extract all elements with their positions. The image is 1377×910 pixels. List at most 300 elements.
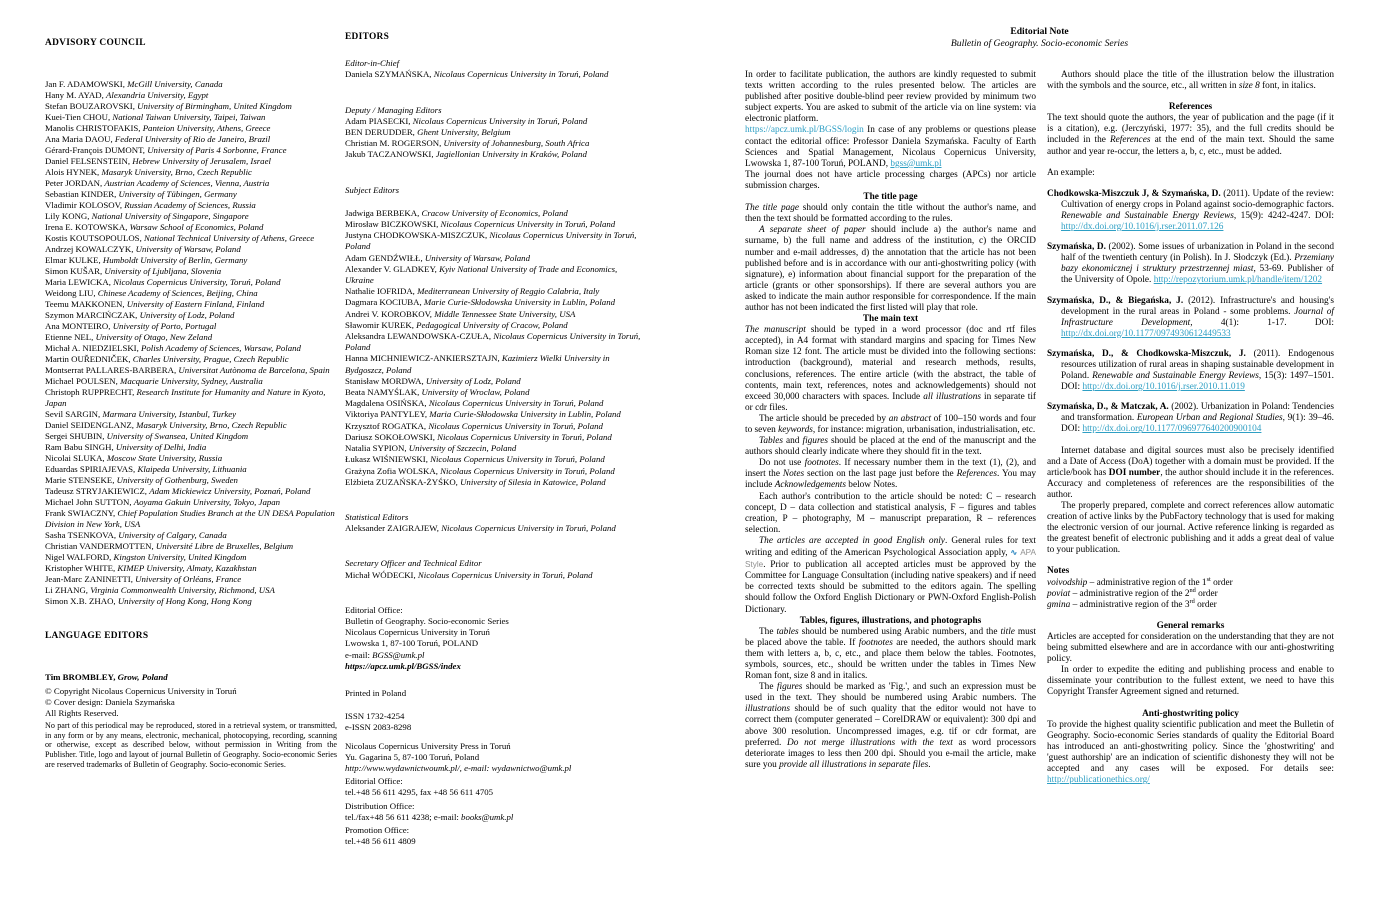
member-name: Dagmara KOCIUBA, (345, 297, 424, 308)
member-affiliation: Aoyama Gakuin University, Tokyo, Japan (133, 497, 281, 507)
member-entry (345, 421, 647, 432)
member-entry (45, 596, 337, 607)
member-entry (345, 297, 647, 308)
member-affiliation: Universitat Autònoma de Barcelona, Spain (178, 365, 330, 375)
spacer (1047, 179, 1334, 189)
member-entry (45, 255, 337, 266)
member-entry (345, 138, 647, 149)
paragraph: gmina – administrative region of the 3rd order (1047, 597, 1217, 610)
editor-group-subject (345, 185, 647, 488)
member-affiliation: University of Lodz, Poland (139, 310, 235, 320)
paragraph: poviat – administrative region of the 2nd order (1047, 586, 1218, 599)
rights-reserved-paragraph: No part of this periodical may be reproduced, stored in a retrieval system, or transmitted, in any form or by any means, electronic, mechanical, photocopying, recording, scanning or otherwise, except as described below, without permission in Writing from the Publisher. Title, logo and layout of journal Bulletin of Geography. Socio-economic Series are reserved trademarks of Bulletin of Geography. Socio-economic Series. (45, 721, 337, 769)
text-segment: all illustrations (923, 391, 981, 402)
paragraph: The tables should be numbered using Arabic numbers, and the title must be placed above the table. If footnotes are needed, the authors should mark them with letters a, b, c, etc., and place them below the tables. Footnotes, symbols, sources, etc., should be written under the tables in Times New Roman font, size 8 and in italics. (745, 626, 1037, 682)
member-name: Jakub TACZANOWSKI, (345, 149, 436, 160)
member-entry (45, 123, 337, 134)
member-entry (45, 431, 337, 442)
text-segment: an abstract (888, 413, 932, 424)
member-name: Alexander V. GLADKEY, (345, 263, 440, 274)
paragraph: The article should be preceded by an abstract of 100–150 words and four to seven keywords, for instance: migration, urbanisation, industrialisation, etc. (745, 413, 1036, 435)
member-affiliation: University of Calgary, Canada (118, 530, 227, 540)
printed-in-poland-line (345, 688, 647, 699)
member-name: Nigel WALFORD, (45, 552, 114, 562)
text-line: tel.+48 56 611 4295, fax +48 56 611 4705 (345, 787, 494, 798)
text-segment: Szymańska, D. (1047, 242, 1106, 253)
text-line: Lwowska 1, 87-100 Toruń, POLAND (345, 638, 479, 649)
member-name: Aleksandra LEWANDOWSKA-CZUŁA, (345, 331, 494, 342)
section-heading: The main text (862, 314, 919, 325)
member-name: Michał WÓDECKI, (345, 569, 418, 580)
member-affiliation: Nicolaus Copernicus University in Toruń, Poland (437, 431, 612, 442)
member-affiliation: Kingston University, United Kingdom (113, 552, 247, 562)
member-affiliation: University of Johannesburg, South Africa (443, 138, 590, 149)
member-affiliation: Nicolaus Copernicus University, Toruń, Poland (113, 277, 281, 287)
member-affiliation: Grow, Poland (117, 672, 168, 682)
member-name: Michael POULSEN, (45, 376, 121, 386)
reference-entry: Chodkowska-Miszczuk J, & Szymańska, D. (2011). Update of the review: Cultivation of energy crops in Poland against socio-demographic factors. Renewable and Sustainable Energy Reviews, 15(9): 4242-4247. DOI: http://dx.doi.org/10.1016/j.rser.2011.07.126 (1047, 188, 1335, 233)
member-entry (45, 189, 337, 200)
member-affiliation: University of Wroclaw, Poland (421, 387, 530, 398)
member-name: Michael John SUTTON, (45, 497, 134, 507)
member-name: Stanisław MORDWA, (345, 375, 426, 386)
text-segment: Chodkowska-Miszczuk J, & Szymańska, D. (1047, 188, 1221, 199)
member-name: Martin OUŘEDNIČEK, (45, 354, 133, 364)
member-affiliation: University of Birmingham, United Kingdom (137, 101, 292, 111)
member-name: Aleksander ZAIGRAJEW, (345, 523, 442, 534)
member-affiliation: Nicolaus Copernicus University in Toruń, Poland (441, 523, 616, 534)
text-segment: European Urban and Regional Studies (1136, 413, 1283, 424)
contact-offices-block (345, 776, 647, 847)
member-entry (45, 464, 337, 475)
member-entry (45, 145, 337, 156)
member-entry (345, 387, 647, 398)
text-line: Nicolaus Copernicus University in Toruń (345, 627, 490, 638)
member-name: Magdalena OSIŃSKA, (345, 398, 429, 409)
member-affiliation: Université Libre de Bruxelles, Belgium (155, 541, 294, 551)
member-entry (45, 222, 337, 233)
member-entry (45, 475, 337, 486)
member-entry (45, 321, 337, 332)
editor-members (345, 69, 647, 80)
member-entry (45, 112, 337, 123)
editor-members (345, 208, 647, 488)
member-entry (45, 563, 337, 574)
member-name: Jean-Marc ZANINETTI, (45, 574, 136, 584)
member-name: Jadwiga BERBEKA, (345, 207, 422, 218)
text-line: e-ISSN 2083-8298 (345, 722, 412, 733)
editor-group-deputy-managing (345, 105, 647, 161)
member-affiliation: Nicolaus Copernicus University in Toruń, Poland (345, 331, 641, 353)
text-segment: Renewable and Sustainable Energy Reviews (1092, 371, 1259, 382)
text-segment: keywords (778, 425, 813, 435)
reference-entry: Szymańska, D., & Biegańska, J. (2012). Infrastructure's and housing's development in the rural areas in Poland - some problems. Journal of Infrastructure Development, 4(1): 1-17. DOI: http://dx.doi.org/10.1177/0974930612449533 (1047, 295, 1335, 339)
member-name: Nathalie IOFRIDA, (345, 286, 418, 297)
editorial-note-title: Editorial Note (1010, 26, 1069, 37)
member-affiliation: Chief Population Studies Branch at the UN DESA Population Division in New York, USA (45, 508, 335, 529)
member-name: Vladimir KOLOSOV, (45, 200, 125, 210)
member-name: Eduardas SPIRIAJEVAS, (45, 464, 138, 474)
member-name: Stefan BOUZAROVSKI, (45, 101, 138, 111)
text-segment: References (1110, 135, 1151, 146)
paragraph: The figures should be marked as 'Fig.', and such an expression must be used in the text. They should be numbered using Arabic numbers. The illustrations should be of such quality that the editor would not have to correct them (computer generated – CorelDRAW or equivalent): 300 dpi and above 300 resolution. Uncompressed images, e.g. tif or cdr format, are preferred. Do not merge illustrations with the text as word processors deteriorate images to less then 200 dpi. Should you e-mail the article, make sure you provide all illustrations in separate files. (745, 682, 1036, 770)
editors-heading: EDITORS (345, 32, 390, 42)
member-affiliation: Masaryk University, Brno, Czech Republic (101, 167, 252, 177)
text-segment: Do not merge illustrations with the text (787, 737, 953, 748)
member-affiliation: Nicolaus Copernicus University in Toruń, Poland (412, 115, 588, 126)
text-segment: tables (776, 626, 799, 637)
text-line: ISSN 1732-4254 (345, 711, 405, 722)
paragraph: voivodship – administrative region of the 1st order (1047, 575, 1233, 588)
member-name: Kostis KOUTSOPOULOS, (45, 233, 144, 243)
member-entry (345, 432, 647, 443)
language-editors-heading: LANGUAGE EDITORS (45, 631, 149, 641)
text-segment: figures (776, 682, 803, 693)
member-name: Ana MONTEIRO, (45, 321, 113, 331)
member-affiliation: Middle Tennessee State University, USA (434, 308, 576, 319)
member-name: Daniel SEIDENGLANZ, (45, 420, 137, 430)
member-affiliation: Federal University of Rio de Janeiro, Brazil (114, 134, 271, 144)
text-line (345, 763, 647, 774)
member-entry (345, 230, 647, 252)
member-name: Manolis CHRISTOFAKIS, (45, 123, 143, 133)
member-entry (45, 365, 337, 376)
member-entry (45, 332, 337, 343)
reference-entry: Szymańska, D., & Chodkowska-Miszczuk, J. (2011). Endogenous resources utilization of rural areas in shaping sustainable development in Poland. Renewable and Sustainable Energy Reviews, 15(3): 1497–1501. DOI: http://dx.doi.org/10.1016/j.rser.2010.11.019 (1047, 348, 1334, 393)
section-heading: Anti-ghostwriting policy (1142, 708, 1239, 719)
member-affiliation: University of Porto, Portugal (112, 321, 217, 331)
member-name: Simon KUŠAR, (45, 266, 105, 276)
member-name: Andrzej KOWALCZYK, (45, 244, 136, 254)
paragraph: The title page should only contain the title without the author's name, and then the text should be formatted according to the rules. (745, 203, 1036, 225)
member-name: Frank SWIACZNY, (45, 508, 118, 518)
member-affiliation: McGill University, Canada (127, 79, 223, 89)
member-name: Mirosław BICZKOWSKI, (345, 219, 441, 230)
advisory-council-column (45, 38, 337, 770)
text-segment: gmina (1047, 599, 1071, 610)
member-affiliation: University of Lodz, Poland (425, 375, 521, 386)
member-name: Sasha TSENKOVA, (45, 530, 119, 540)
member-name: Szymon MARCIŃCZAK, (45, 310, 140, 320)
member-entry (45, 299, 337, 310)
member-name: Viktoriya PANTYLEY, (345, 409, 430, 420)
member-affiliation: Hebrew University of Jerusalem, Israel (132, 156, 271, 166)
hyperlink[interactable]: http://dx.doi.org/10.1177/0974930612449533 (1061, 328, 1231, 339)
member-name: Lily KONG, (45, 211, 92, 221)
editor-role-label: Subject Editors (345, 184, 399, 195)
member-entry (45, 277, 337, 288)
member-affiliation: Marie Curie-Skłodowska University in Lublin, Poland (423, 297, 615, 308)
member-entry (45, 101, 337, 112)
member-affiliation: University of Otago, New Zeland (95, 332, 213, 342)
member-affiliation: Nicolaus Copernicus University in Toruń, Poland (417, 569, 593, 580)
editor-role-label: Deputy / Managing Editors (345, 104, 442, 115)
member-entry (45, 134, 337, 145)
member-entry (345, 523, 647, 534)
editor-group-editor-in-chief (345, 58, 647, 80)
member-entry (45, 310, 337, 321)
member-entry (45, 497, 337, 508)
text-segment: title (1000, 626, 1015, 637)
member-entry (45, 233, 337, 244)
text-segment: poviat (1047, 588, 1071, 599)
text-line: Bulletin of Geography. Socio-economic Series (345, 615, 509, 626)
member-entry (345, 264, 647, 286)
member-entry (45, 672, 337, 683)
paragraph: A separate sheet of paper should include a) the author's name and surname, b) the full name and address of the institution, c) the ORCID number and e-mail addresses, d) the annotation that the article has not been published before and is in accordance with our anti-ghostwriting policy (with signature), e) information about financial support for the preparation of the article (grants or other sponsorships). If there are several authors you are asked to indicate the main author responsible for correspondence. If the main author has not been indicated the first listed will play that role. (745, 225, 1036, 313)
member-name: Ana Maria DAOU, (45, 134, 115, 144)
editor-members (345, 116, 647, 161)
text-segment: Renewable and Sustainable Energy Reviews (1061, 210, 1234, 221)
member-name: Daniel FELSENSTEIN, (45, 156, 133, 166)
member-entry (345, 443, 647, 454)
text-line: Yu. Gagarina 5, 87-100 Toruń, Poland (345, 751, 480, 762)
member-name: Daniela SZYMAŃSKA, (345, 69, 434, 80)
text-segment: The manuscript (745, 325, 806, 336)
member-name: Andrei V. KOROBKOV, (345, 308, 435, 319)
member-name: Irena E. KOTOWSKA, (45, 222, 130, 232)
text-segment: voivodship (1047, 577, 1088, 588)
paragraph: An example: (1047, 167, 1095, 178)
text-segment: Tables (759, 436, 783, 447)
member-entry (345, 353, 647, 375)
text-line: e-mail: BGSS@umk.pl (345, 649, 425, 660)
member-entry (345, 208, 647, 219)
issn-block (345, 711, 647, 733)
member-affiliation: Adam Mickiewicz University, Poznań, Poland (149, 486, 311, 496)
text-segment: Acknowledgements (774, 480, 846, 491)
member-name: Grażyna Zofia WOLSKA, (345, 465, 441, 476)
member-affiliation: Austrian Academy of Sciences, Vienna, Austria (104, 178, 270, 188)
member-entry (345, 398, 647, 409)
paragraph: Authors should place the title of the illustration below the illustration with the symbols and the source, etc., all written in size 8 font, in italics. (1047, 70, 1334, 92)
member-entry (45, 200, 337, 211)
advisory-council-list (45, 79, 337, 607)
member-name: Sevil SARGIN, (45, 409, 103, 419)
paragraph: Each author's contribution to the article should be noted: C – research concept, D – data collection and statistical analysis, F – figures and tables creation, P – photography, M – manuscript preparation, R – references selection. (745, 491, 1036, 535)
member-affiliation: University of Orléans, France (135, 574, 242, 584)
member-affiliation: Nicolaus Copernicus University in Toruń, Poland (428, 398, 604, 409)
text-segment: Przemiany bazy ekonomicznej i struktury przestrzennej miast (1061, 253, 1334, 275)
member-name: Peter JORDAN, (45, 178, 105, 188)
member-affiliation: University of Delhi, India (115, 442, 207, 452)
paragraph: The journal does not have article processing charges (APCs) nor article submission charges. (745, 169, 1036, 191)
reference-entry: Szymańska, D. (2002). Some issues of urbanization in Poland in the second half of the twentieth century (in Polish). In J. Słodczyk (Ed.). Przemiany bazy ekonomicznej i struktury przestrzennej miast, 53-69. Publisher of the University of Opole. http://repozytorium.umk.pl/handle/item/1202 (1047, 242, 1334, 286)
member-name: Jan F. ADAMOWSKI, (45, 79, 128, 89)
text-segment: Szymańska, D., & Matczak, A. (1047, 402, 1169, 413)
member-affiliation: University of Warsaw, Poland (135, 244, 241, 254)
member-affiliation: Nicolaus Copernicus University in Toruń, Poland (440, 219, 616, 230)
text-segment: https://apcz.umk.pl/BGSS/index (345, 660, 461, 671)
text-line: Printed in Poland (345, 687, 407, 698)
member-name: Adam GENDŹWIŁŁ, (345, 252, 425, 263)
paragraph: Tables and figures should be placed at the end of the manuscript and the authors should clearly indicate where they should fit in the text. (745, 436, 1036, 458)
paragraph: Articles are accepted for consideration on the understanding that they are not being submitted elsewhere and are in accordance with our anti-ghostwriting policy. (1047, 631, 1334, 665)
member-name: Christian VANDERMOTTEN, (45, 541, 156, 551)
text-segment: figures (802, 436, 828, 447)
member-affiliation: Moscow State University, Russia (106, 453, 223, 463)
paragraph: https://apcz.umk.pl/BGSS/login In case of any problems or questions please contact the editorial office: Professor Daniela Szymańska. Faculty of Earth Sciences and Spatial Management, Nicolaus Copernicus University, Lwowska 1, 87-100 Toruń, POLAND, bgss@umk.pl (745, 125, 1036, 169)
member-affiliation: Warsaw School of Economics, Poland (129, 222, 264, 232)
member-affiliation: Humboldt University of Berlin, Germany (102, 255, 248, 265)
member-entry (45, 530, 337, 541)
member-entry (45, 376, 337, 387)
member-name: Li ZHANG, (45, 585, 91, 595)
section-heading: Tables, figures, illustrations, and photographs (799, 615, 982, 626)
paragraph: The articles are accepted in good English only. General rules for text writing and editing of the American Psychological Association apply, ∿ APA Style. Prior to publication all accepted articles must be approved by the Committee for Language Consultation (including native speakers) and if need be corrected texts should be submitted to the editors again. The spelling should follow the Oxford English Dictionary or PWN-Oxford English-Polish Dictionary. (745, 536, 1036, 616)
text-segment: A separate sheet of paper (759, 225, 866, 236)
member-entry (345, 116, 647, 127)
section-heading: Notes (1047, 566, 1070, 577)
hyperlink[interactable]: https://apcz.umk.pl/BGSS/login (745, 125, 864, 136)
text-segment: The articles are accepted in good English only (759, 535, 945, 546)
paragraph: To provide the highest quality scientific publication and meet the Bulletin of Geography. Socio-economic Series standards of quality the Editorial Board has introduced an anti-ghostwriting policy. Since the 'ghostwriting' and 'guest authorship' are an indication of scientific dishonesty they will not be accepted and any cases will be exposed. For details see: http://publicationethics.org/ (1047, 719, 1334, 786)
text-segment: Journal of Infrastructure Development (1061, 306, 1334, 328)
member-affiliation: Charles University, Prague, Czech Republic (132, 354, 289, 364)
member-affiliation: National University of Singapore, Singapore (91, 211, 249, 221)
text-segment: footnotes (858, 637, 893, 648)
hyperlink[interactable]: http://publicationethics.org/ (1047, 775, 1150, 786)
section-heading: General remarks (1156, 620, 1225, 631)
text-segment: provide all illustrations in separate files (779, 759, 929, 770)
text-segment: http://www.wydawnictwoumk.pl/, e-mail: wydawnictwo@umk.pl (345, 762, 572, 773)
member-affiliation: University of Warsaw, Poland (424, 252, 530, 263)
member-affiliation: National Taiwan University, Taipei, Taiwan (112, 112, 266, 122)
member-name: Simon X.B. ZHAO, (45, 596, 118, 606)
member-affiliation: Nicolaus Copernicus University in Toruń, Poland (345, 230, 637, 252)
member-affiliation: University of Hong Kong, Hong Kong (117, 596, 252, 606)
member-entry (345, 466, 647, 477)
member-entry (45, 244, 337, 255)
member-affiliation: Russian Academy of Sciences, Russia (124, 200, 256, 210)
member-name: Elżbieta ZUZAŃSKA-ŻYŚKO, (345, 476, 461, 487)
member-entry (45, 178, 337, 189)
member-name: Sebastian KINDER, (45, 189, 119, 199)
text-line: tel.+48 56 611 4809 (345, 836, 416, 847)
member-name: Dariusz SOKOŁOWSKI, (345, 431, 438, 442)
hyperlink[interactable]: http://dx.doi.org/10.1016/j.rser.2011.07.126 (1061, 222, 1224, 233)
paragraph: The properly prepared, complete and correct references allow automatic creation of active links by the PubFactory technology that is used for making the electronic version of our journal. Active reference linking is regarded as the greatest benefit of electronic publishing and it adds a great deal of value to your publication. (1047, 501, 1334, 556)
member-entry (45, 266, 337, 277)
text-segment: size 8 (1238, 81, 1260, 92)
hyperlink[interactable]: http://dx.doi.org/10.1177/096977640200900104 (1082, 424, 1262, 435)
member-affiliation: Nicolaus Copernicus University in Toruń, Poland (430, 454, 605, 465)
member-entry (45, 387, 337, 409)
member-entry (45, 574, 337, 585)
member-name: Teemu MAKKONEN, (45, 299, 127, 309)
member-name: Krzysztof ROGATKA, (345, 420, 429, 431)
member-name: Montserrat PALLARES-BARBERA, (45, 365, 179, 375)
member-name: Beata NAMYŚLAK, (345, 387, 422, 398)
editors-column (345, 32, 647, 847)
member-entry (45, 486, 337, 497)
member-name: Łukasz WIŚNIEWSKI, (345, 454, 431, 465)
member-entry (45, 343, 337, 354)
member-entry (45, 585, 337, 596)
editorial-office-block (345, 605, 647, 672)
editor-group-statistical (345, 512, 647, 534)
member-affiliation: Panteion University, Athens, Greece (142, 123, 271, 133)
paragraph: The manuscript should be typed in a word processor (doc and rtf files accepted), in A4 format with standard margins and spacing for Times New Roman size 12 font. The article must be divided into the following sections: introduction (background), material and research methods, results, conclusions, references. The entire article (with the abstract, the table of contents, main text, references, notes and acknowledgements) should not exceed 30,000 characters with spaces. Include all illustrations in separate tif or cdr files. (745, 325, 1037, 413)
member-affiliation: Klaipeda University, Lithuania (137, 464, 247, 474)
member-affiliation: Masaryk University, Brno, Czech Republic (136, 420, 287, 430)
member-affiliation: Kazimierz Wielki University in Bydgoszcz, Poland (345, 353, 610, 375)
paragraph: The text should quote the authors, the year of publication and the page (if it is a citation), e.g. (Jerczyński, 1977: 35), and the full credits should be included in the References at the end of the main text. Should the same author and year re-occur, the letters a, b, c, etc., must be added. (1047, 113, 1334, 157)
member-entry (45, 409, 337, 420)
member-entry (345, 253, 647, 264)
member-entry (345, 331, 647, 353)
member-affiliation: University of Szczecin, Poland (408, 443, 517, 454)
member-entry (345, 127, 647, 138)
text-segment: DOI number (1108, 467, 1161, 478)
member-entry (345, 570, 647, 581)
member-entry (45, 79, 337, 90)
paragraph: Internet database and digital sources must also be precisely identified and a Date of Access (DoA) together with a domain must be provided. If the article/book has DOI number, the author should include it in the references. Accuracy and completeness of references are the responsibilities of the author. (1047, 445, 1334, 500)
member-name: Sławomir KUREK, (345, 319, 417, 330)
member-entry (345, 149, 647, 160)
member-affiliation: Jagiellonian University in Kraków, Poland (435, 149, 587, 160)
member-entry (345, 454, 647, 465)
member-entry (345, 320, 647, 331)
copyright-lines (45, 686, 337, 719)
member-entry (45, 354, 337, 365)
member-entry (45, 453, 337, 464)
editor-role-label: Secretary Officer and Technical Editor (345, 558, 482, 569)
editor-role-label: Editor-in-Chief (345, 58, 400, 69)
university-press-block (345, 741, 647, 775)
text-line: © Copyright Nicolaus Copernicus University in Toruń (45, 686, 237, 696)
member-affiliation: KIMEP University, Almaty, Kazakhstan (117, 563, 257, 573)
member-entry (345, 309, 647, 320)
member-affiliation: Nicolaus Copernicus University in Toruń, Poland (440, 465, 615, 476)
hyperlink[interactable]: http://repozytorium.umk.pl/handle/item/1202 (1153, 275, 1323, 286)
editor-role-label: Statistical Editors (345, 511, 409, 522)
text-line: All Rights Reserved. (45, 708, 119, 718)
member-name: Sergei SHUBIN, (45, 431, 107, 441)
member-name: Justyna CHODKOWSKA-MISZCZUK, (345, 230, 490, 241)
member-entry (45, 167, 337, 178)
editor-members (345, 523, 647, 534)
text-line: © Cover design: Daniela Szymańska (45, 697, 175, 707)
member-name: Natalia SYPION, (345, 443, 409, 454)
member-affiliation: Nicolaus Copernicus University in Toruń, Poland (433, 69, 609, 80)
language-editors-list (45, 672, 337, 683)
editor-members (345, 570, 647, 581)
paragraph: Do not use footnotes. If necessary number them in the text (1), (2), and insert the Notes section on the last page just before the References. You may include Acknowledgements below Notes. (745, 458, 1036, 491)
member-entry (45, 420, 337, 431)
text-segment: The title page (745, 203, 800, 214)
text-line: Editorial Office: (345, 776, 403, 787)
member-entry (45, 90, 337, 101)
text-segment: books@umk.pl (461, 811, 514, 822)
member-name: Alois HYNEK, (45, 167, 102, 177)
member-name: Weidong LIU, (45, 288, 98, 298)
member-affiliation: University of Swansea, United Kingdom (106, 431, 249, 441)
member-affiliation: University of Tübingen, Germany (118, 189, 237, 199)
member-entry (345, 219, 647, 230)
member-affiliation: Nicolaus Copernicus University in Toruń, Poland (428, 420, 603, 431)
member-affiliation: Cracow University of Economics, Poland (421, 207, 568, 218)
editorial-note-header (745, 26, 1334, 49)
hyperlink[interactable]: http://dx.doi.org/10.1016/j.rser.2010.11.019 (1082, 382, 1245, 393)
submission-instructions-column (745, 70, 1036, 771)
section-heading: References (1168, 102, 1213, 113)
member-name: Tadeusz STRYJAKIEWICZ, (45, 486, 150, 496)
text-segment: illustrations (745, 704, 790, 715)
hyperlink[interactable]: bgss@umk.pl (890, 158, 942, 169)
text-line: Nicolaus Copernicus University Press in Toruń (345, 740, 511, 751)
member-entry (345, 69, 647, 80)
